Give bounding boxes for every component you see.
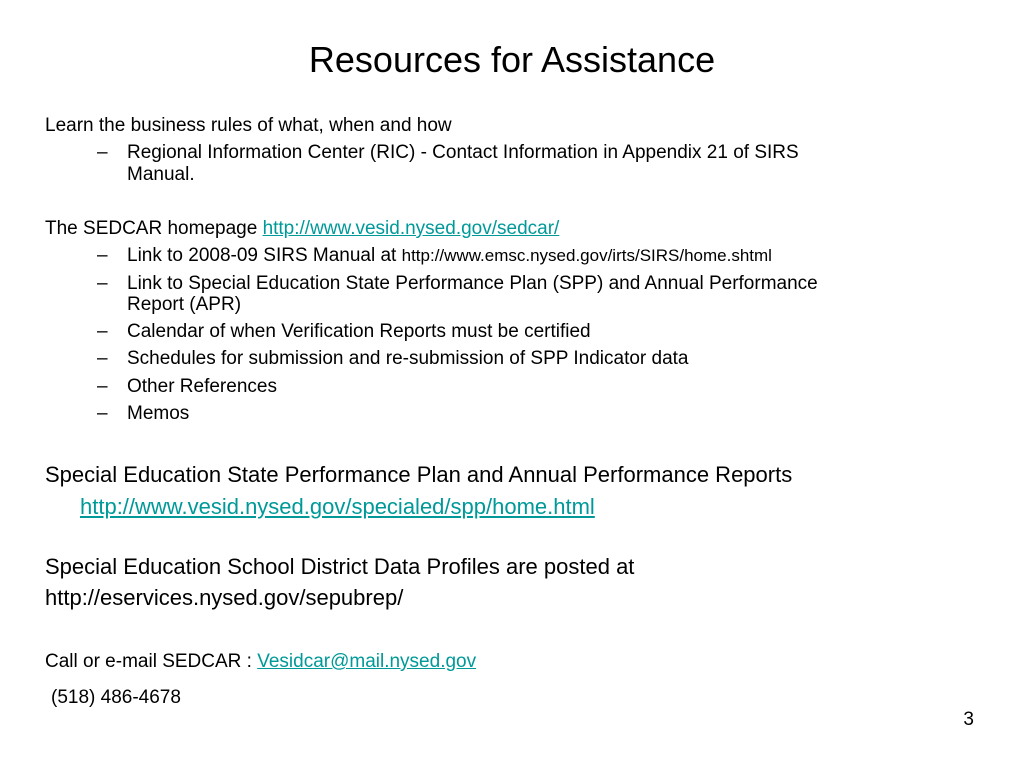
calendar-text: Calendar of when Verification Reports must be certified <box>127 321 591 342</box>
spp-home-link[interactable]: http://www.vesid.nysed.gov/specialed/spp/home.html <box>80 494 595 519</box>
section2-item-sirs-manual <box>97 245 772 267</box>
section2-heading-text: The SEDCAR homepage <box>45 218 263 239</box>
dash-bullet: – <box>97 245 108 266</box>
dash-bullet: – <box>97 403 108 424</box>
contact-line <box>45 651 476 673</box>
schedules-text: Schedules for submission and re-submission of SPP Indicator data <box>127 348 689 369</box>
sedcar-homepage-link[interactable]: http://www.vesid.nysed.gov/sedcar/ <box>262 218 560 239</box>
section2-item-schedules <box>97 348 689 370</box>
section2-item-spp-apr <box>97 273 818 295</box>
section1-heading: Learn the business rules of what, when and how <box>45 115 452 136</box>
spp-apr-line2: Report (APR) <box>127 294 242 315</box>
contact-prefix: Call or e-mail SEDCAR : <box>45 651 258 672</box>
section1-item-ric <box>97 142 799 164</box>
section2-item-memos <box>97 403 190 425</box>
dash-bullet: – <box>97 376 108 397</box>
dash-bullet: – <box>97 348 108 369</box>
dash-bullet: – <box>97 142 108 163</box>
contact-phone: (518) 486-4678 <box>51 687 181 708</box>
sirs-manual-text: Link to 2008-09 SIRS Manual at <box>127 245 402 266</box>
section2-item-other-references <box>97 376 277 398</box>
sirs-manual-url: http://www.emsc.nysed.gov/irts/SIRS/home.shtml <box>401 246 772 265</box>
other-references-text: Other References <box>127 376 277 397</box>
memos-text: Memos <box>127 403 190 424</box>
page-number: 3 <box>963 709 974 730</box>
spp-apr-line1: Link to Special Education State Performance Plan (SPP) and Annual Performance <box>127 273 818 294</box>
sedcar-email-link[interactable]: Vesidcar@mail.nysed.gov <box>257 651 477 672</box>
section4-line1: Special Education School District Data Profiles are posted at <box>45 554 635 579</box>
section4-url: http://eservices.nysed.gov/sepubrep/ <box>45 585 404 610</box>
section1-item-ric-line1: Regional Information Center (RIC) - Contact Information in Appendix 21 of SIRS <box>127 142 799 163</box>
section2-heading <box>45 218 559 240</box>
dash-bullet: – <box>97 273 108 294</box>
slide-title: Resources for Assistance <box>308 39 716 80</box>
section3-heading: Special Education State Performance Plan and Annual Performance Reports <box>45 462 793 487</box>
section2-item-calendar <box>97 321 591 343</box>
dash-bullet: – <box>97 321 108 342</box>
section1-item-ric-line2: Manual. <box>127 164 195 185</box>
